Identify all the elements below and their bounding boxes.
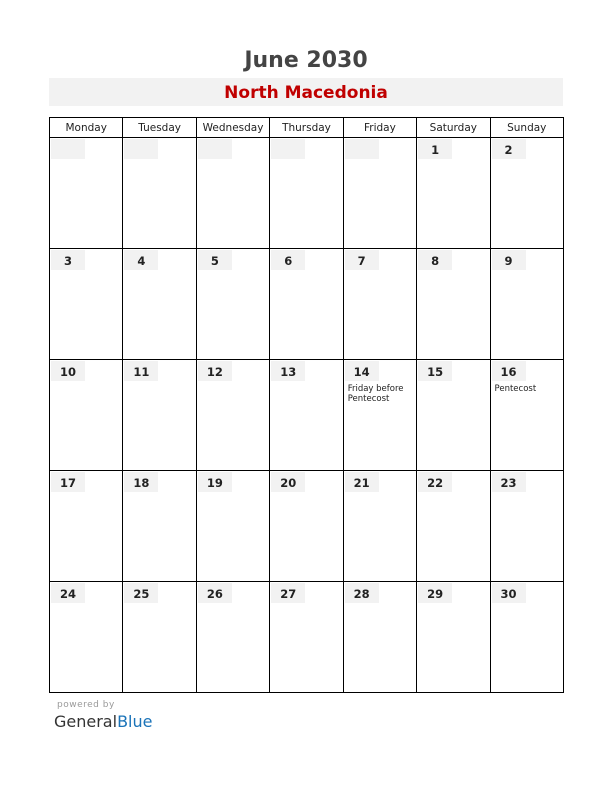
day-number: 22 <box>418 472 452 492</box>
day-cell <box>196 360 269 471</box>
day-cell <box>123 582 196 693</box>
day-cell <box>490 471 563 582</box>
day-cell <box>50 249 123 360</box>
day-number: 1 <box>418 139 452 159</box>
day-cell <box>343 249 416 360</box>
day-number: 18 <box>124 472 158 492</box>
day-number: 6 <box>271 250 305 270</box>
day-number: 10 <box>51 361 85 381</box>
weekday-wednesday: Wednesday <box>196 118 269 138</box>
powered-by-text: powered by <box>57 700 115 710</box>
brand-general: General <box>54 712 118 731</box>
day-number: 29 <box>418 583 452 603</box>
day-number: 13 <box>271 361 305 381</box>
calendar-title: June 2030 <box>244 48 368 73</box>
day-cell <box>50 471 123 582</box>
holiday-label: Pentecost <box>494 384 537 394</box>
day-number <box>271 139 305 159</box>
weekday-header-row <box>50 118 564 138</box>
day-cell <box>196 138 269 249</box>
day-cell <box>50 138 123 249</box>
day-number: 11 <box>124 361 158 381</box>
day-number: 15 <box>418 361 452 381</box>
day-number: 20 <box>271 472 305 492</box>
day-cell <box>343 582 416 693</box>
weekday-friday: Friday <box>343 118 416 138</box>
day-number: 12 <box>198 361 232 381</box>
day-number: 19 <box>198 472 232 492</box>
weekday-tuesday: Tuesday <box>123 118 196 138</box>
day-number: 25 <box>124 583 158 603</box>
week-row <box>50 582 564 693</box>
day-number: 17 <box>51 472 85 492</box>
day-cell <box>270 249 343 360</box>
day-cell <box>490 138 563 249</box>
day-number: 9 <box>492 250 526 270</box>
day-number: 21 <box>345 472 379 492</box>
day-cell <box>123 471 196 582</box>
day-cell <box>270 582 343 693</box>
day-cell <box>270 471 343 582</box>
day-cell <box>417 360 490 471</box>
day-cell <box>490 582 563 693</box>
day-cell <box>270 360 343 471</box>
day-cell <box>417 471 490 582</box>
day-number: 27 <box>271 583 305 603</box>
day-cell <box>490 360 563 471</box>
day-number <box>124 139 158 159</box>
day-number: 4 <box>124 250 158 270</box>
day-number <box>51 139 85 159</box>
day-cell <box>123 138 196 249</box>
day-cell <box>196 249 269 360</box>
day-cell <box>270 138 343 249</box>
day-number: 30 <box>492 583 526 603</box>
day-cell <box>196 582 269 693</box>
weekday-thursday: Thursday <box>270 118 343 138</box>
day-number: 14 <box>345 361 379 381</box>
holiday-label: Friday before Pentecost <box>347 384 404 404</box>
day-cell <box>417 249 490 360</box>
day-number: 24 <box>51 583 85 603</box>
week-row <box>50 360 564 471</box>
day-number: 23 <box>492 472 526 492</box>
week-row <box>50 138 564 249</box>
day-cell <box>123 249 196 360</box>
day-number: 28 <box>345 583 379 603</box>
country-label: North Macedonia <box>49 78 563 106</box>
day-number <box>345 139 379 159</box>
weekday-sunday: Sunday <box>490 118 563 138</box>
day-cell <box>417 138 490 249</box>
day-number: 2 <box>492 139 526 159</box>
calendar-grid <box>49 117 564 693</box>
day-cell <box>123 360 196 471</box>
day-cell <box>196 471 269 582</box>
day-number: 3 <box>51 250 85 270</box>
generalblue-logo[interactable] <box>54 712 152 732</box>
week-row <box>50 471 564 582</box>
day-cell <box>343 360 416 471</box>
day-cell <box>417 582 490 693</box>
day-number: 16 <box>492 361 526 381</box>
weekday-saturday: Saturday <box>417 118 490 138</box>
brand-blue: Blue <box>117 712 153 731</box>
day-cell <box>343 138 416 249</box>
day-cell <box>343 471 416 582</box>
day-cell <box>490 249 563 360</box>
day-number <box>198 139 232 159</box>
weekday-monday: Monday <box>50 118 123 138</box>
day-cell <box>50 582 123 693</box>
day-number: 7 <box>345 250 379 270</box>
day-number: 5 <box>198 250 232 270</box>
day-number: 26 <box>198 583 232 603</box>
week-row <box>50 249 564 360</box>
day-cell <box>50 360 123 471</box>
day-number: 8 <box>418 250 452 270</box>
